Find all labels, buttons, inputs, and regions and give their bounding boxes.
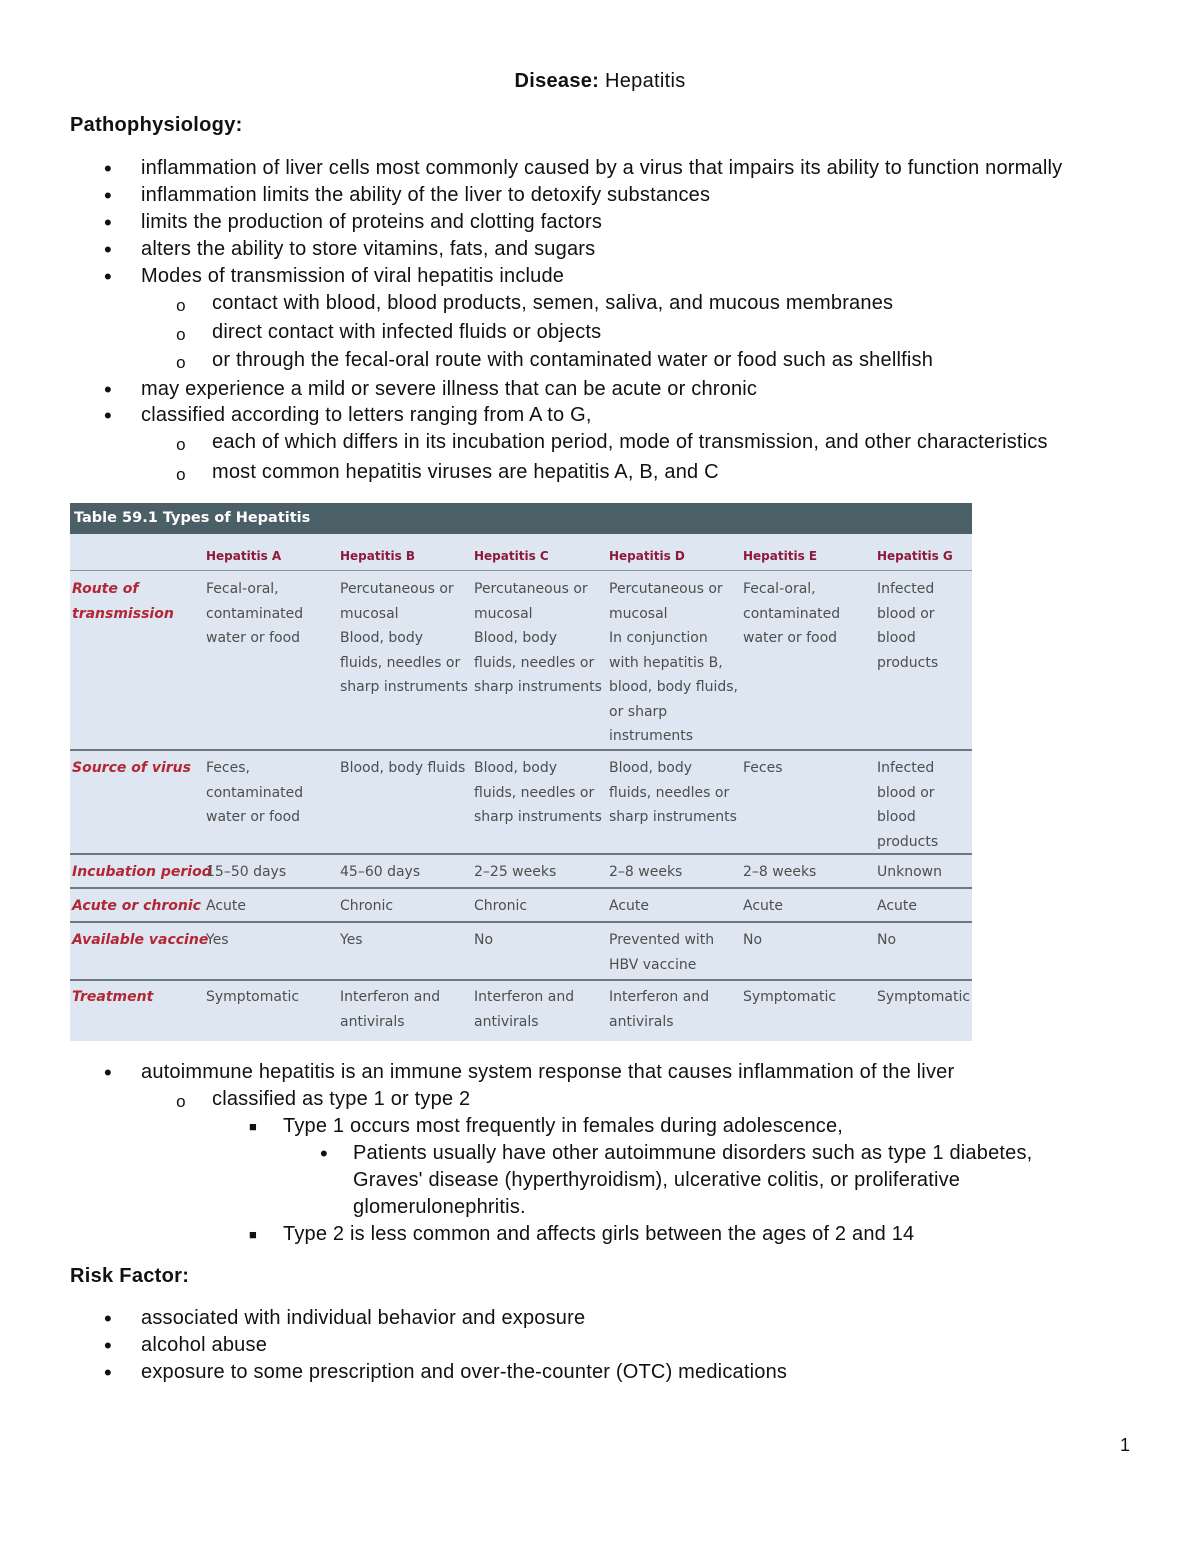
table-cell: Interferon and antivirals (474, 989, 575, 1030)
table-cell: No (743, 932, 763, 948)
bullet-icon: • (104, 264, 112, 289)
table-cell: Prevented with HBV vaccine (609, 932, 715, 973)
square-bullet-icon: ■ (248, 1119, 258, 1134)
table-divider (70, 749, 972, 751)
bullet-icon: • (104, 1306, 112, 1331)
table-cell: Feces, contaminated water or food (206, 760, 304, 825)
column-header: Hepatitis E (743, 549, 818, 563)
table-cell: No (474, 932, 494, 948)
row-label: Source of virus (72, 760, 191, 776)
bullet-icon: • (320, 1141, 328, 1166)
row-label: Incubation period (72, 864, 212, 880)
bullet-icon: • (104, 237, 112, 262)
title-label: Disease: (514, 70, 600, 92)
table-cell: Unknown (877, 864, 942, 880)
page-number: 1 (1119, 1435, 1130, 1455)
circle-bullet-icon: o (176, 465, 186, 484)
table-cell: Percutaneous or mucosal In conjunction with hepatitis B, blood, body fluids, or sharp instruments (609, 581, 738, 744)
table-cell: Interferon and antivirals (340, 989, 441, 1030)
table-cell: Infected blood or blood products (877, 581, 939, 671)
table-cell: 2–8 weeks (743, 864, 817, 880)
column-header: Hepatitis B (340, 549, 416, 563)
table-cell: Acute (206, 898, 247, 914)
table-cell: Chronic (474, 898, 528, 914)
table-cell: Percutaneous or mucosal Blood, body fluids, needles or sharp instruments (474, 581, 602, 695)
pathophysiology-heading: Pathophysiology: (70, 114, 243, 136)
circle-bullet-icon: o (176, 296, 186, 315)
hepatitis-types-table (70, 503, 972, 1041)
bullet-icon: • (104, 403, 112, 428)
document-title (0, 70, 1200, 93)
circle-bullet-icon: o (176, 435, 186, 454)
table-cell: 15–50 days (206, 864, 287, 880)
table-cell: Acute (743, 898, 784, 914)
bullet-icon: • (104, 1060, 112, 1085)
bullet-icon: • (104, 210, 112, 235)
table-cell: 45–60 days (340, 864, 421, 880)
table-cell: Blood, body fluids (340, 760, 466, 776)
bullet-icon: • (104, 1360, 112, 1385)
row-label: Acute or chronic (72, 898, 201, 914)
column-header: Hepatitis D (609, 549, 685, 563)
table-divider (70, 887, 972, 889)
table-cell: Symptomatic (877, 989, 971, 1005)
table-caption: Table 59.1 Types of Hepatitis (70, 503, 972, 534)
column-header: Hepatitis C (474, 549, 549, 563)
table-cell: 2–25 weeks (474, 864, 557, 880)
table-cell: Chronic (340, 898, 394, 914)
table-divider (70, 570, 972, 571)
row-label: Treatment (72, 989, 154, 1005)
table-cell: No (877, 932, 897, 948)
table-cell: 2–8 weeks (609, 864, 683, 880)
table-divider (70, 853, 972, 855)
table-divider (70, 979, 972, 981)
table-cell: Blood, body fluids, needles or sharp instruments (474, 760, 602, 825)
column-header: Hepatitis G (877, 549, 953, 563)
bullet-icon: • (104, 1333, 112, 1358)
row-label: Available vaccine (72, 932, 209, 948)
table-cell: Percutaneous or mucosal Blood, body fluids, needles or sharp instruments (340, 581, 468, 695)
table-divider (70, 921, 972, 923)
title-value: Hepatitis (605, 70, 686, 92)
table-cell: Yes (206, 932, 229, 948)
bullet-icon: • (104, 377, 112, 402)
circle-bullet-icon: o (176, 1092, 186, 1111)
table-cell: Symptomatic (206, 989, 300, 1005)
risk-factor-heading: Risk Factor: (70, 1265, 190, 1287)
table-cell: Fecal-oral, contaminated water or food (206, 581, 304, 646)
document-page: Disease: Hepatitis Pathophysiology: • inflammation of liver cells most commonly caused by a virus that impairs its ability to function normally • inflammation limits the ability of the liver to detoxify substances • limits the production of proteins and clotting factors • alters the ability to store vitamins, fats, and sugars • Modes of transmission of viral hepatitis include o contact with blood, blood products, semen, saliva, and mucous membranes o direct contact with infected fluids or objects o or through the fecal-oral route with contaminated water or food such as shellfish • may experience a mild or severe illness that can be acute or chronic • classified according to letters ranging from A to G, o each of which differs in its incubation period, mode of transmission, and other characteristics o most common hepatitis viruses are hepatitis A, B, and C Table 59.1 Types of Hepatitis Hepatitis A Hepatitis B Hepatitis C Hepatitis D Hepatitis E Hepatitis G Route of transmission Fecal-oral, contaminated water or food Percutaneous or mucosal Blood, body fluids, needles or sharp instruments Percutaneous or mucosal Blood, body fluids, needles or sharp instruments Percutaneous or mucosal In conjunction with hepatitis B, blood, body fluids, or sharp instruments Fecal-oral, contaminated water or food Infected blood or blood products Source of virus Feces, contaminated water or food Blood, body fluids Blood, body fluids, needles or sharp instruments Blood, body fluids, needles or sharp instruments Feces Infected blood or blood products Incubation period 15–50 days 45–60 days 2–25 weeks 2–8 weeks 2–8 weeks Unknown Acute or chronic Acute Chronic Chronic Acute Acute Acute Available vaccine Yes Yes No Prevented with HBV vaccine No No Treatment Symptomatic Interferon and antivirals Interferon and antivirals Interferon and antivirals Symptomatic Symptomatic • autoimmune hepatitis is an immune system response that causes inflammation of the liver o classified as type 1 or type 2 ■ Type 1 occurs most frequently in females during adolescence, • Patients usually have other autoimmune disorders such as type 1 diabetes, Graves' disease (hyperthyroidism), ulcerative colitis, or proliferative glomerulonephritis. ■ Type 2 is less common and affects girls between the ages of 2 and 14 Risk Factor: • associated with individual behavior and exposure • alcohol abuse • exposure to some prescription and over-the-counter (OTC) medications 1 (0, 0, 1200, 1553)
table-cell: Acute (609, 898, 650, 914)
table-cell: Feces (743, 760, 783, 776)
circle-bullet-icon: o (176, 353, 186, 372)
square-bullet-icon: ■ (248, 1227, 258, 1242)
table-cell: Yes (340, 932, 363, 948)
row-label: Route of transmission (72, 581, 174, 622)
table-cell: Acute (877, 898, 918, 914)
table-cell: Infected blood or blood products (877, 760, 939, 850)
column-header: Hepatitis A (206, 549, 282, 563)
bullet-icon: • (104, 183, 112, 208)
bullet-icon: • (104, 156, 112, 181)
table-cell: Blood, body fluids, needles or sharp instruments (609, 760, 737, 825)
table-cell: Symptomatic (743, 989, 837, 1005)
table-cell: Fecal-oral, contaminated water or food (743, 581, 841, 646)
circle-bullet-icon: o (176, 325, 186, 344)
table-cell: Interferon and antivirals (609, 989, 710, 1030)
